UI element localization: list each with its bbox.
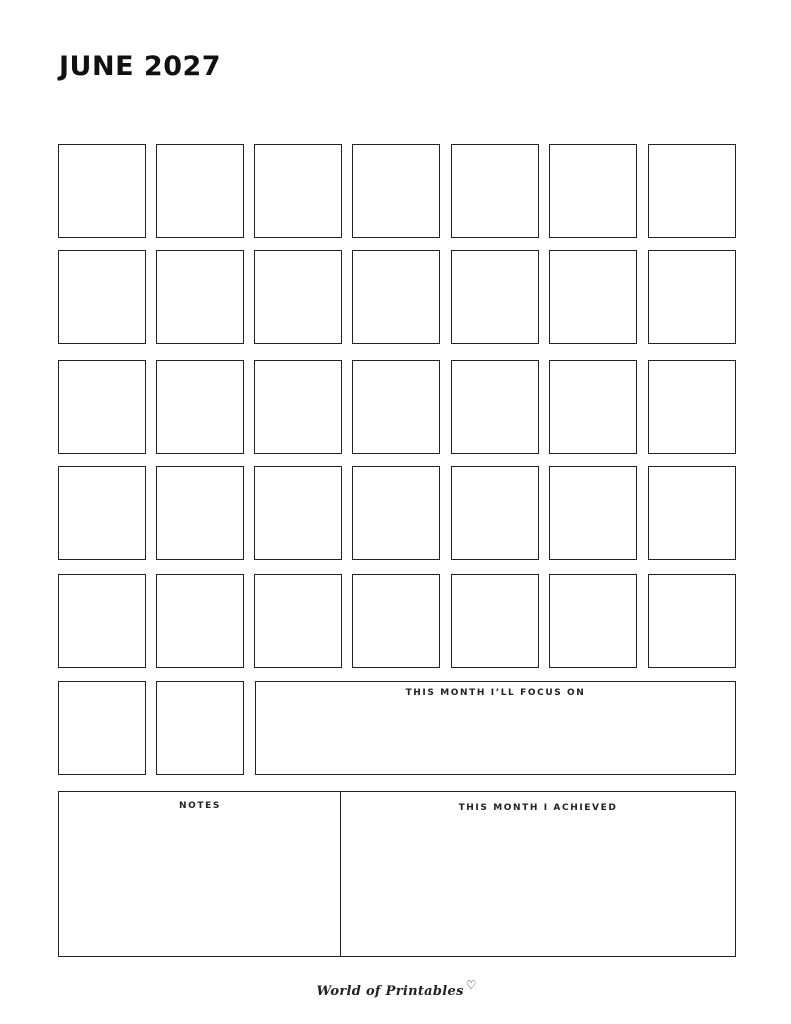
day-cell[interactable] [156, 250, 244, 344]
notes-label: NOTES [179, 801, 221, 811]
day-cell[interactable] [58, 360, 146, 454]
day-cell[interactable] [156, 681, 244, 775]
day-cell[interactable] [648, 360, 736, 454]
logo-text: World of Printables [316, 984, 464, 999]
day-cell[interactable] [549, 250, 637, 344]
day-cell[interactable] [549, 360, 637, 454]
day-cell[interactable] [254, 360, 342, 454]
day-cell[interactable] [58, 466, 146, 560]
day-cell[interactable] [254, 250, 342, 344]
day-cell[interactable] [58, 144, 146, 238]
day-cell[interactable] [352, 250, 440, 344]
day-cell[interactable] [451, 466, 539, 560]
day-cell[interactable] [451, 574, 539, 668]
day-cell[interactable] [648, 574, 736, 668]
focus-box[interactable] [255, 681, 736, 775]
day-cell[interactable] [352, 144, 440, 238]
day-cell[interactable] [451, 360, 539, 454]
day-cell[interactable] [156, 466, 244, 560]
heart-icon: ♡ [465, 978, 477, 992]
day-cell[interactable] [648, 144, 736, 238]
page-title: JUNE 2027 [59, 51, 222, 82]
achieved-box[interactable] [340, 791, 736, 957]
day-cell[interactable] [648, 466, 736, 560]
day-cell[interactable] [549, 574, 637, 668]
day-cell[interactable] [648, 250, 736, 344]
day-cell[interactable] [156, 574, 244, 668]
day-cell[interactable] [549, 144, 637, 238]
day-cell[interactable] [254, 574, 342, 668]
day-cell[interactable] [254, 466, 342, 560]
focus-label: THIS MONTH I’LL FOCUS ON [405, 688, 586, 698]
notes-box[interactable] [58, 791, 342, 957]
day-cell[interactable] [58, 574, 146, 668]
day-cell[interactable] [352, 466, 440, 560]
day-cell[interactable] [352, 574, 440, 668]
day-cell[interactable] [156, 144, 244, 238]
day-cell[interactable] [549, 466, 637, 560]
day-cell[interactable] [58, 250, 146, 344]
day-cell[interactable] [451, 250, 539, 344]
day-cell[interactable] [451, 144, 539, 238]
day-cell[interactable] [156, 360, 244, 454]
brand-logo [0, 978, 791, 1000]
day-cell[interactable] [254, 144, 342, 238]
day-cell[interactable] [58, 681, 146, 775]
day-cell[interactable] [352, 360, 440, 454]
achieved-label: THIS MONTH I ACHIEVED [458, 803, 618, 813]
